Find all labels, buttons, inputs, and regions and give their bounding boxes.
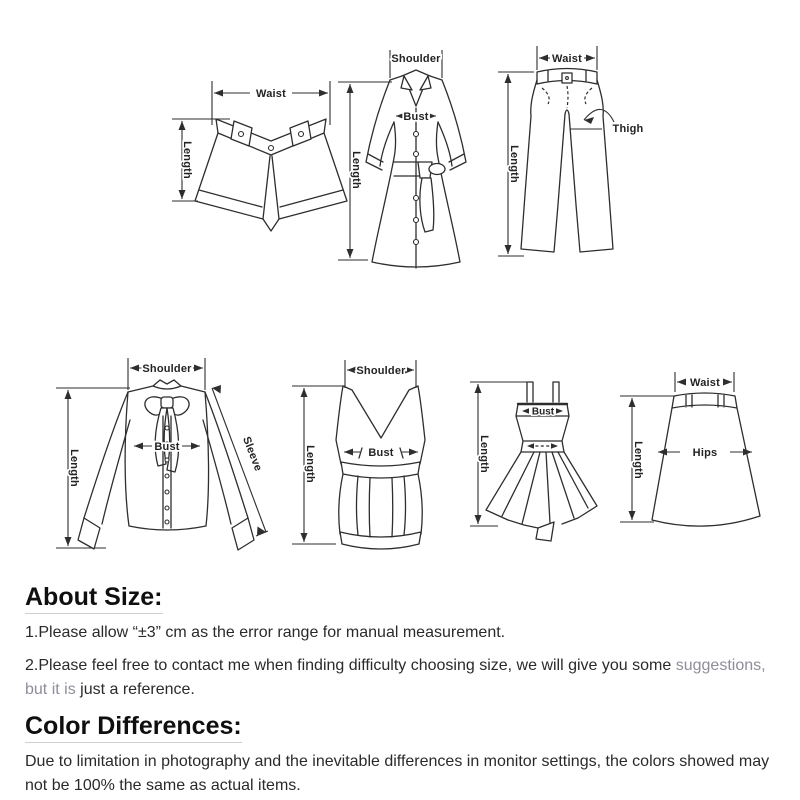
thigh-label: Thigh [612, 123, 644, 135]
color-differences-note: Due to limitation in photography and the inevitable differences in monitor settings, the colors showed may not be 100% the same as actual items. [25, 753, 770, 794]
length-label: Length [632, 441, 645, 479]
size-note-2-end: just a reference. [75, 681, 195, 698]
dress-diagram [450, 358, 605, 548]
dress-drawing [450, 358, 605, 548]
size-note-1: 1.Please allow “±3” cm as the error range for manual measurement. [25, 624, 506, 641]
size-note-2 [25, 654, 783, 702]
length-label: Length [478, 435, 491, 473]
length-label: Length [350, 151, 363, 189]
length-label: Length [68, 449, 81, 487]
about-size-heading: About Size: [25, 582, 163, 614]
length-label: Length [181, 141, 194, 179]
bust-label: Bust [154, 441, 180, 453]
shoulder-label: Shoulder [356, 365, 406, 377]
size-note-2-muted: suggestions, but it is [25, 657, 766, 698]
skirt-diagram [612, 364, 767, 544]
pants-diagram [490, 36, 660, 266]
blouse-diagram [50, 350, 290, 570]
skirt-drawing [612, 364, 767, 544]
sleeve-label: Sleeve [240, 434, 265, 473]
waist-label: Waist [552, 53, 582, 65]
length-label: Length [304, 445, 317, 483]
blouse-drawing [50, 350, 290, 570]
bust-label: Bust [403, 111, 429, 123]
hips-label: Hips [692, 447, 718, 459]
shoulder-label: Shoulder [142, 363, 192, 375]
bust-label: Bust [368, 447, 394, 459]
tank-top-diagram [288, 352, 453, 557]
shoulder-label: Shoulder [391, 53, 441, 65]
length-label: Length [508, 145, 521, 183]
bust-label: Bust [531, 406, 555, 418]
color-differences-heading: Color Differences: [25, 711, 242, 743]
color-differences-heading-row [25, 711, 783, 743]
pants-drawing [490, 36, 660, 266]
notes-section [25, 582, 783, 800]
waist-label: Waist [256, 88, 286, 100]
waist-label: Waist [690, 377, 720, 389]
size-note-2-start: 2.Please feel free to contact me when finding difficulty choosing size, we will give you some [25, 657, 676, 674]
about-size-heading-row [25, 582, 783, 614]
coat-drawing [328, 30, 493, 275]
coat-diagram [328, 30, 493, 275]
tank-top-drawing [288, 352, 453, 557]
